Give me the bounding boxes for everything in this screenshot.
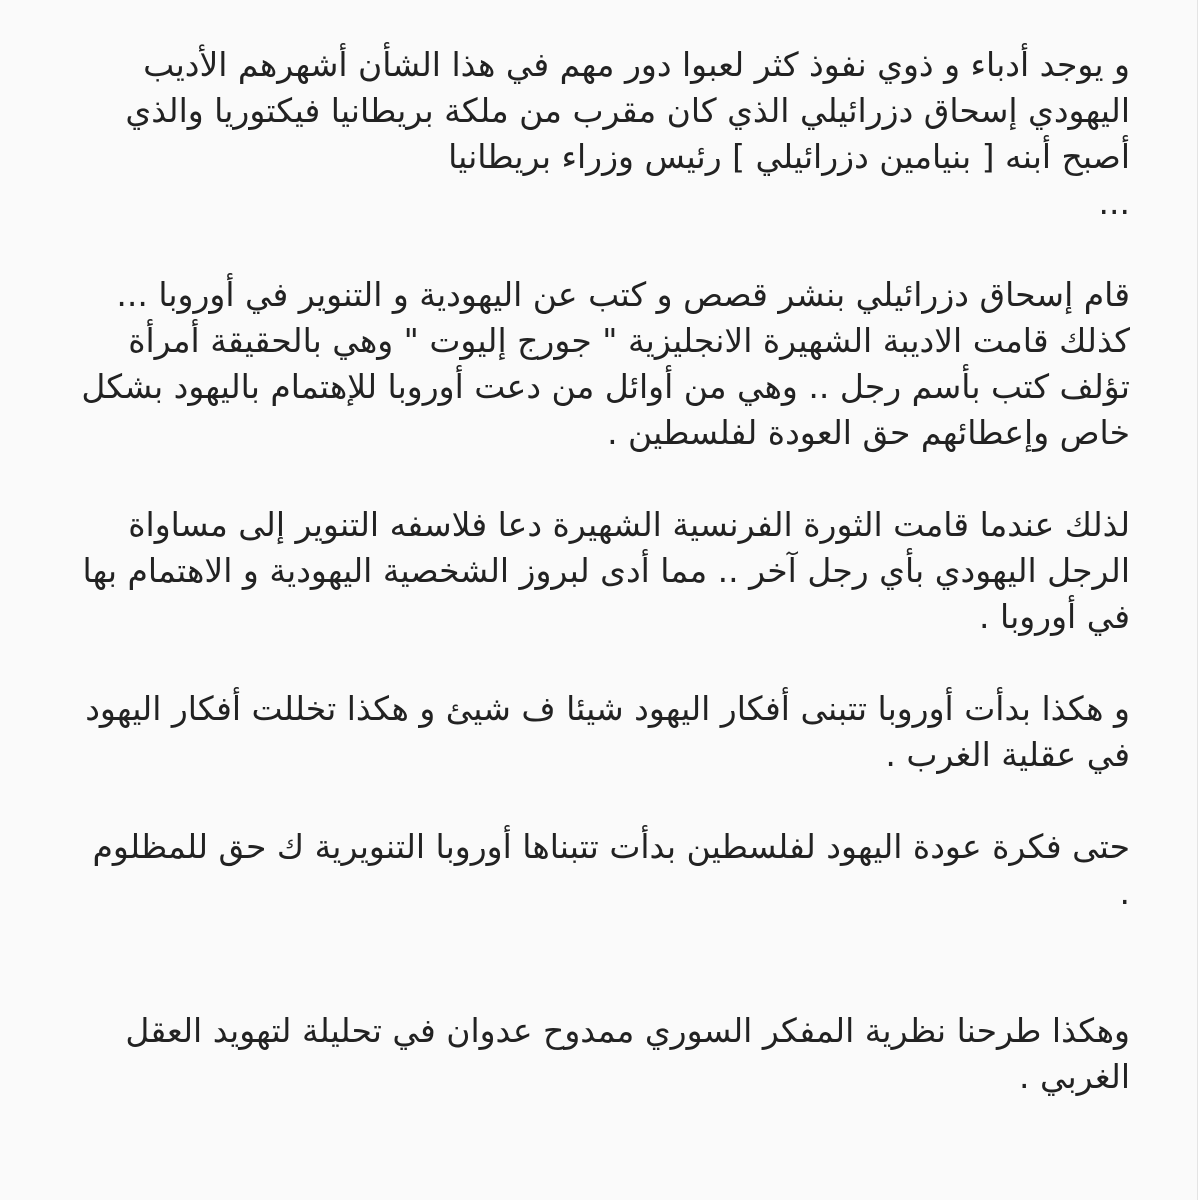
note-body[interactable] bbox=[80, 42, 1130, 1100]
paragraph-spacer bbox=[80, 456, 1130, 502]
paragraph-conclusion: وهكذا طرحنا نظرية المفكر السوري ممدوح عدوان في تحليلة لتهويد العقل الغربي . bbox=[125, 1011, 1130, 1096]
paragraph-disraeli: قام إسحاق دزرائيلي بنشر قصص و كتب عن اليهودية و التنوير في أوروبا ... كذلك قامت الاديبة الشهيرة الانجليزية " جورج إليوت " وهي بالحقيقة أمرأة تؤلف كتب بأسم رجل .. وهي من أوائل من دعت أوروبا للإهتمام باليهود بشكل خاص وإعطائهم حق العودة لفلسطين . bbox=[81, 275, 1130, 452]
paragraph-spacer bbox=[80, 778, 1130, 824]
paragraph-adbaa: و يوجد أدباء و ذوي نفوذ كثر لعبوا دور مهم في هذا الشأن أشهرهم الأديب اليهودي إسحاق دزرائيلي الذي كان مقرب من ملكة بريطانيا فيكتوريا والذي أصبح أبنه [ بنيامين دزرائيلي ] رئيس وزراء بريطانيا ... bbox=[125, 45, 1130, 222]
paragraph-europe-adoption: و هكذا بدأت أوروبا تتبنى أفكار اليهود شيئا ف شيئ و هكذا تخللت أفكار اليهود في عقلية الغرب . bbox=[85, 689, 1130, 774]
paragraph-spacer bbox=[80, 916, 1130, 1008]
paragraph-spacer bbox=[80, 640, 1130, 686]
paragraph-return-idea: حتى فكرة عودة اليهود لفلسطين بدأت تتبناها أوروبا التنويرية ك حق للمظلوم . bbox=[92, 827, 1130, 912]
paragraph-spacer bbox=[80, 226, 1130, 272]
paragraph-french-revolution: لذلك عندما قامت الثورة الفرنسية الشهيرة دعا فلاسفه التنوير إلى مساواة الرجل اليهودي بأي رجل آخر .. مما أدى لبروز الشخصية اليهودية و الاهتمام بها في أوروبا . bbox=[82, 505, 1130, 636]
